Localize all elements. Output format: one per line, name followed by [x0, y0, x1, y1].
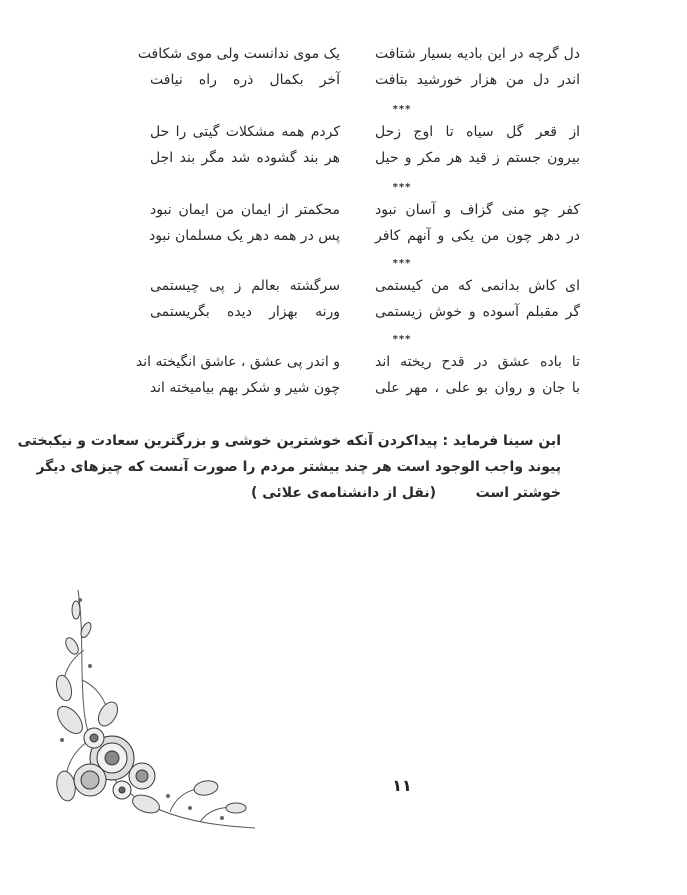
hemistich-left: هر بند گشوده شد مگر بند اجل: [150, 150, 340, 166]
stanza-separator: ***: [392, 182, 412, 193]
hemistich-left: کردم همه مشکلات گیتی را حل: [150, 124, 340, 140]
hemistich-left: محکمتر از ایمان من ایمان نبود: [150, 202, 340, 218]
floral-corner-ornament: [50, 590, 260, 840]
verse-line: [150, 148, 580, 174]
verse-line: [150, 378, 580, 404]
page-number: ۱۱: [392, 776, 412, 795]
hemistich-right: اندر دل من هزار خورشید بتافت: [375, 72, 580, 88]
stanza-separator: ***: [392, 104, 412, 115]
quote-text: خوشتر است: [475, 485, 561, 501]
stanza-separator: ***: [392, 334, 412, 345]
hemistich-right: تا باده عشق در قدح ریخته اند: [375, 354, 580, 370]
quote-line: پیوند واجب الوجود است هر چند بیشتر مردم را صورت آنست که چیزهای دیگر: [36, 459, 561, 475]
hemistich-right: دل گرچه در این بادیه بسیار شتافت: [375, 46, 580, 62]
hemistich-left: و اندر پی عشق ، عاشق انگیخته اند: [135, 354, 340, 370]
verse-line: [135, 352, 580, 378]
hemistich-right: در دهر چون من یکی و آنهم کافر: [375, 228, 580, 244]
hemistich-right: کفر چو منی گزاف و آسان نبود: [375, 202, 580, 218]
stanza-5: [135, 352, 580, 404]
quote-line-last: [121, 480, 561, 506]
hemistich-right: بیرون جستم ز قید هر مکر و حیل: [375, 150, 580, 166]
verse-line: [150, 276, 580, 302]
verse-line: [150, 122, 580, 148]
quote-source: (نقل از دانشنامه‌ی علائی ): [251, 485, 437, 501]
stanza-1: [137, 44, 580, 96]
quote-line: ابن سینا فرماید : پیداکردن آنکه خوشترین خوشی و بزرگترین سعادت و نیکبختی: [17, 433, 561, 449]
verse-line: [150, 226, 580, 252]
hemistich-left: یک موی ندانست ولی موی شکافت: [137, 46, 340, 62]
hemistich-left: چون شیر و شکر بهم بیامیخته اند: [149, 380, 340, 396]
hemistich-right: ای کاش بدانمی که من کیستمی: [375, 278, 580, 294]
stanza-separator: ***: [392, 258, 412, 269]
hemistich-left: ورنه بهزار دیده بگریستمی: [150, 304, 340, 320]
stanza-2: [150, 122, 580, 174]
hemistich-right: با جان و روان بو علی ، مهر علی: [375, 380, 580, 396]
verse-line: [150, 70, 580, 96]
hemistich-left: پس در همه دهر یک مسلمان نبود: [148, 228, 340, 244]
verse-line: [137, 44, 580, 70]
hemistich-right: از قعر گل سیاه تا اوج زحل: [375, 124, 580, 140]
stanza-3: [150, 200, 580, 252]
avicenna-quote: [17, 428, 561, 506]
stanza-4: [150, 276, 580, 328]
verse-line: [150, 200, 580, 226]
hemistich-right: گر مقبلم آسوده و خوش زیستمی: [375, 304, 580, 320]
hemistich-left: سرگشته بعالم ز پی چیستمی: [150, 278, 340, 294]
hemistich-left: آخر بکمال ذره راه نیافت: [150, 72, 340, 88]
verse-line: [150, 302, 580, 328]
